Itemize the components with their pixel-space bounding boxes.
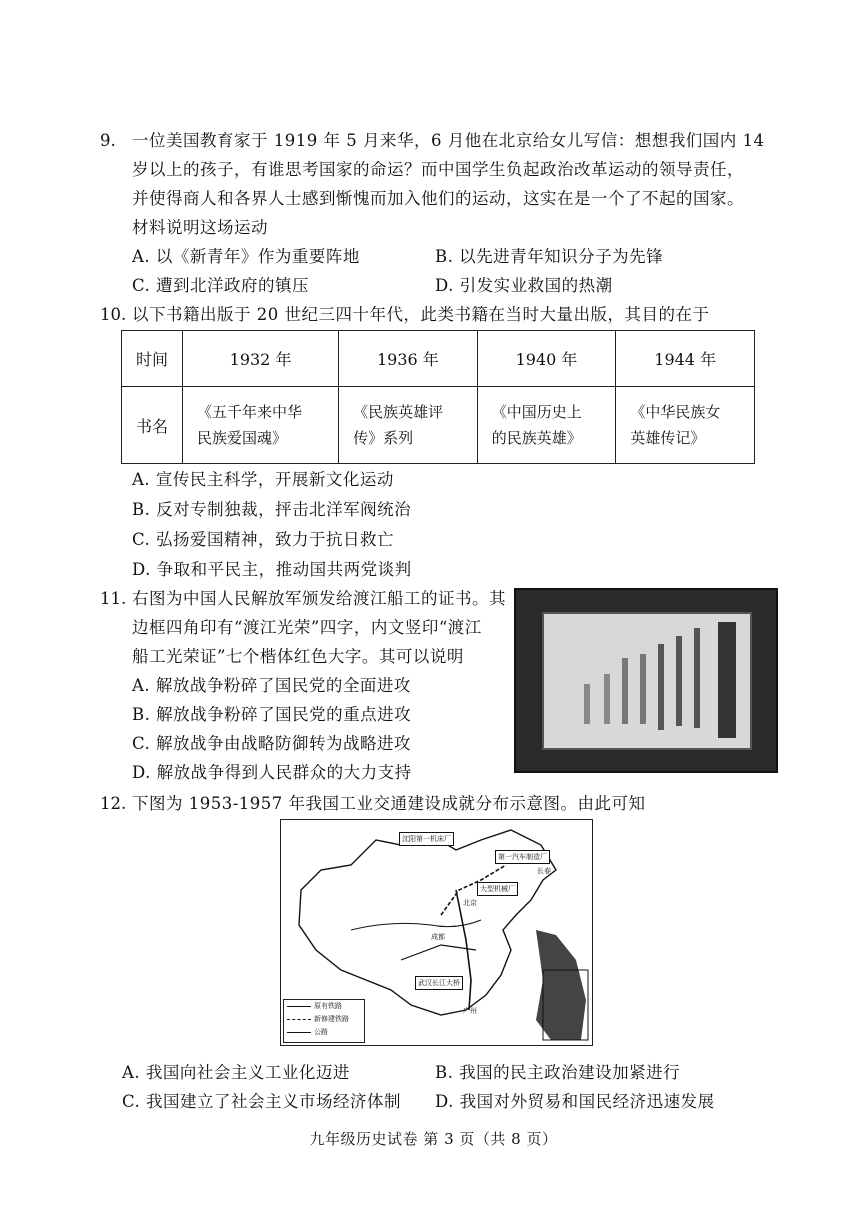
question-12-stem: 下图为 1953-1957 年我国工业交通建设成就分布示意图。由此可知 bbox=[132, 794, 646, 813]
map-label-changchun: 长春 bbox=[537, 867, 551, 875]
map-label-machinery-plant: 大型机械厂 bbox=[477, 882, 518, 896]
question-10-stem: 以下书籍出版于 20 世纪三四十年代，此类书籍在当时大量出版，其目的在于 bbox=[132, 305, 710, 324]
question-9-number: 9. bbox=[100, 131, 116, 150]
table-book-2: 《民族英雄评 传》系列 bbox=[339, 387, 478, 464]
table-book-4: 《中华民族女 英雄传记》 bbox=[616, 387, 755, 464]
question-12-option-b[interactable]: B. 我国的民主政治建设加紧进行 bbox=[435, 1063, 681, 1082]
table-header-time: 时间 bbox=[122, 331, 183, 387]
question-10-option-c[interactable]: C. 弘扬爱国精神，致力于抗日救亡 bbox=[132, 530, 395, 549]
question-11-option-d[interactable]: D. 解放战争得到人民群众的大力支持 bbox=[132, 763, 412, 782]
map-label-first-auto-works: 第一汽车制造厂 bbox=[495, 850, 550, 864]
question-9-line-2: 岁以上的孩子，有谁思考国家的命运？而中国学生负起政治改革运动的领导责任， bbox=[132, 160, 744, 179]
certificate-title-column bbox=[718, 622, 736, 738]
question-10-option-d[interactable]: D. 争取和平民主，推动国共两党谈判 bbox=[132, 560, 412, 579]
table-year-3: 1940 年 bbox=[477, 331, 616, 387]
question-11-line-1: 右图为中国人民解放军颁发给渡江船工的证书。其 bbox=[132, 589, 506, 608]
table-year-2: 1936 年 bbox=[339, 331, 478, 387]
map-label-chengdu: 成都 bbox=[431, 933, 445, 941]
certificate-inner-panel bbox=[542, 612, 752, 750]
table-year-4: 1944 年 bbox=[616, 331, 755, 387]
table-book-3: 《中国历史上 的民族英雄》 bbox=[477, 387, 616, 464]
question-11-option-a[interactable]: A. 解放战争粉碎了国民党的全面进攻 bbox=[132, 676, 411, 695]
question-10-option-a[interactable]: A. 宣传民主科学，开展新文化运动 bbox=[132, 470, 394, 489]
legend-new-railway: 新修建铁路 bbox=[284, 1013, 364, 1026]
boatman-certificate-image bbox=[514, 588, 778, 773]
question-9-line-3: 并使得商人和各界人士感到惭愧而加入他们的运动，这实在是一个了不起的国家。 bbox=[132, 189, 744, 208]
question-12-option-c[interactable]: C. 我国建立了社会主义市场经济体制 bbox=[122, 1092, 402, 1111]
page-footer: 九年级历史试卷 第 3 页（共 8 页） bbox=[309, 1130, 558, 1148]
question-9-line-4: 材料说明这场运动 bbox=[132, 218, 268, 237]
question-10-option-b[interactable]: B. 反对专制独裁，抨击北洋军阀统治 bbox=[132, 500, 412, 519]
map-label-guangzhou: 广州 bbox=[463, 1007, 477, 1015]
table-book-1: 《五千年来中华 民族爱国魂》 bbox=[183, 387, 339, 464]
question-9-line-1: 一位美国教育家于 1919 年 5 月来华，6 月他在北京给女儿写信：想想我们国内 14 bbox=[132, 131, 765, 150]
question-9-option-b[interactable]: B. 以先进青年知识分子为先锋 bbox=[435, 247, 664, 266]
question-11-line-2: 边框四角印有“渡江光荣”四字，内文竖印“渡江 bbox=[132, 618, 482, 637]
map-legend bbox=[283, 999, 365, 1043]
map-label-beijing: 北京 bbox=[463, 899, 477, 907]
question-12-option-d[interactable]: D. 我国对外贸易和国民经济迅速发展 bbox=[435, 1092, 715, 1111]
question-9-option-a[interactable]: A. 以《新青年》作为重要阵地 bbox=[132, 247, 360, 266]
question-12-number: 12. bbox=[100, 794, 127, 813]
books-table bbox=[121, 330, 755, 464]
table-header-book: 书名 bbox=[122, 387, 183, 464]
table-year-1: 1932 年 bbox=[183, 331, 339, 387]
industrial-map bbox=[280, 819, 593, 1046]
legend-existing-railway: 原有铁路 bbox=[284, 1000, 364, 1013]
question-9-option-d[interactable]: D. 引发实业救国的热潮 bbox=[435, 276, 613, 295]
legend-highway: 公路 bbox=[284, 1026, 364, 1039]
map-label-wuhan-bridge: 武汉长江大桥 bbox=[415, 976, 463, 990]
question-10-number: 10. bbox=[100, 305, 127, 324]
question-9-option-c[interactable]: C. 遭到北洋政府的镇压 bbox=[132, 276, 310, 295]
map-label-shenyang-machine-tool: 沈阳第一机床厂 bbox=[399, 832, 454, 846]
question-11-option-b[interactable]: B. 解放战争粉碎了国民党的重点进攻 bbox=[132, 705, 412, 724]
question-11-number: 11. bbox=[100, 589, 127, 608]
question-12-option-a[interactable]: A. 我国向社会主义工业化迈进 bbox=[122, 1063, 350, 1082]
question-11-line-3: 船工光荣证”七个楷体红色大字。其可以说明 bbox=[132, 647, 464, 666]
question-11-option-c[interactable]: C. 解放战争由战略防御转为战略进攻 bbox=[132, 734, 412, 753]
